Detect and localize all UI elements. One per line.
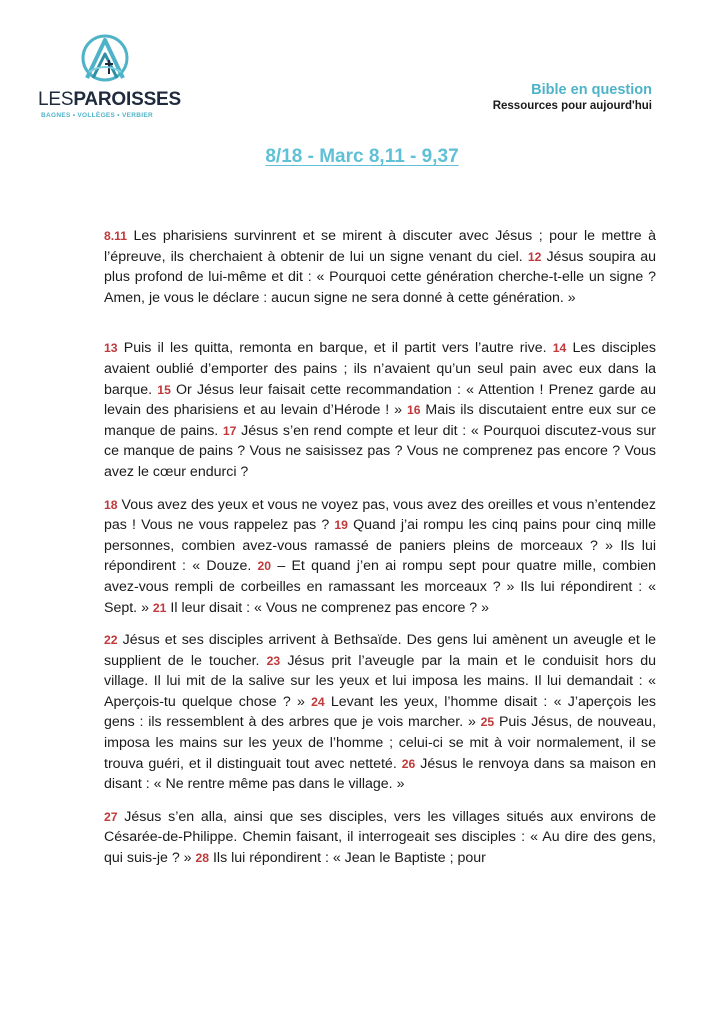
verse-text: Ils lui répondirent : « Jean le Baptiste ; pour xyxy=(209,850,486,867)
parish-logo xyxy=(38,32,181,120)
series-title: Bible en question xyxy=(531,82,652,98)
page-title: 8/18 - Marc 8,11 - 9,37 xyxy=(265,146,459,167)
verse-number: 18 xyxy=(104,497,118,512)
paragraph xyxy=(104,807,656,869)
verse-number: 12 xyxy=(527,249,542,264)
verse-number: 27 xyxy=(104,809,118,824)
verse-number: 24 xyxy=(311,694,325,709)
scripture-text xyxy=(104,226,656,869)
series-subtitle: Ressources pour aujourd'hui xyxy=(492,100,652,112)
verse-text: Puis il les quitta, remonta en barque, et il partit vers l’autre rive. xyxy=(117,340,553,357)
verse-text: Or Jésus leur faisait cette recommandation : « Attention ! Prenez garde au levain des pharisiens et au levain d’Hérode ! » xyxy=(104,381,657,419)
verse-number: 21 xyxy=(152,600,167,615)
verse-number: 15 xyxy=(157,382,171,397)
verse-number: 19 xyxy=(334,518,348,533)
paragraph xyxy=(104,495,656,619)
verse-text: Mais ils discutaient entre eux sur ce manque de pains. xyxy=(104,402,656,439)
verse-text: Il leur disait : « Vous ne comprenez pas encore ? » xyxy=(166,599,490,616)
verse-text: Quand j’ai rompu les cinq pains pour cinq mille personnes, combien avez-vous ramassé de paniers pleins de morceaux ? » Ils lui répondirent : « Douze. xyxy=(104,517,656,575)
logo-tagline: BAGNES • VOLLÈGES • VERBIER xyxy=(41,112,153,119)
verse-number: 26 xyxy=(401,756,416,771)
verse-number: 16 xyxy=(406,403,421,418)
verse-text: Jésus soupira au plus profond de lui-même et dit : « Pourquoi cette génération cherche-t-elle un signe ? Amen, je vous le déclare : aucun signe ne sera donné à cette génération. » xyxy=(104,248,656,306)
verse-number: 17 xyxy=(222,423,237,438)
paragraph xyxy=(104,226,656,308)
logo-wordmark: LESPAROISSES xyxy=(38,89,181,110)
verse-text: Puis Jésus, de nouveau, imposa les mains sur les yeux de l’homme ; celui-ci se mit à voir normalement, il se trouva guéri, et il distinguait tout avec netteté. xyxy=(104,714,657,772)
verse-text: Jésus s’en alla, ainsi que ses disciples, vers les villages situés aux environs de Césarée-de-Philippe. Chemin faisant, il interrogeait ses disciples : « Au dire des gens, qui suis-je ? » xyxy=(104,808,656,867)
verse-number: 8.11 xyxy=(104,229,128,243)
verse-number: 28 xyxy=(195,851,210,866)
verse-text: Les pharisiens survinrent et se mirent à discuter avec Jésus ; pour le mettre à l’épreuve, ils cherchaient à obtenir de lui un signe venant du ciel. xyxy=(104,228,656,265)
verse-text: Les disciples avaient oublié d’emporter des pains ; ils n’avaient qu’un seul pain avec eux dans la barque. xyxy=(104,340,656,398)
verse-text: – Et quand j’en ai rompu sept pour quatre mille, combien avez-vous rempli de corbeilles en ramassant les morceaux ? » Ils lui répondirent : « Sept. » xyxy=(104,558,657,616)
verse-number: 20 xyxy=(257,559,272,574)
verse-number: 14 xyxy=(552,341,567,356)
verse-number: 22 xyxy=(104,633,118,648)
verse-number: 13 xyxy=(104,341,118,356)
verse-text: Jésus le renvoya dans sa maison en disant : « Ne rentre même pas dans le village. » xyxy=(104,755,657,793)
logo-emblem-icon xyxy=(79,32,131,84)
verse-text: Vous avez des yeux et vous ne voyez pas, vous avez des oreilles et vous n’entendez pas ! Vous ne vous rappelez pas ? xyxy=(104,496,656,534)
verse-text: Levant les yeux, l’homme disait : « J’aperçois les gens : ils ressemblent à des arbres que je vois marcher. » xyxy=(104,693,656,731)
verse-text: Jésus et ses disciples arrivent à Bethsaïde. Des gens lui amènent un aveugle et le supplient de le toucher. xyxy=(104,632,656,669)
paragraph xyxy=(104,630,656,795)
verse-number: 25 xyxy=(480,715,495,730)
verse-text: Jésus prit l’aveugle par la main et le conduisit hors du village. Il lui mit de la salive sur les yeux et lui imposa les mains. Il lui demandait : « Aperçois-tu quelque chose ? » xyxy=(104,652,656,710)
verse-number: 23 xyxy=(266,653,281,668)
paragraph xyxy=(104,338,656,482)
verse-text: Jésus s’en rend compte et leur dit : « Pourquoi discutez-vous sur ce manque de pains ? Vous ne saisissez pas ? Vous ne comprenez pas encore ? Vous avez le cœur endurci ? xyxy=(104,422,656,480)
series-header xyxy=(493,82,652,113)
